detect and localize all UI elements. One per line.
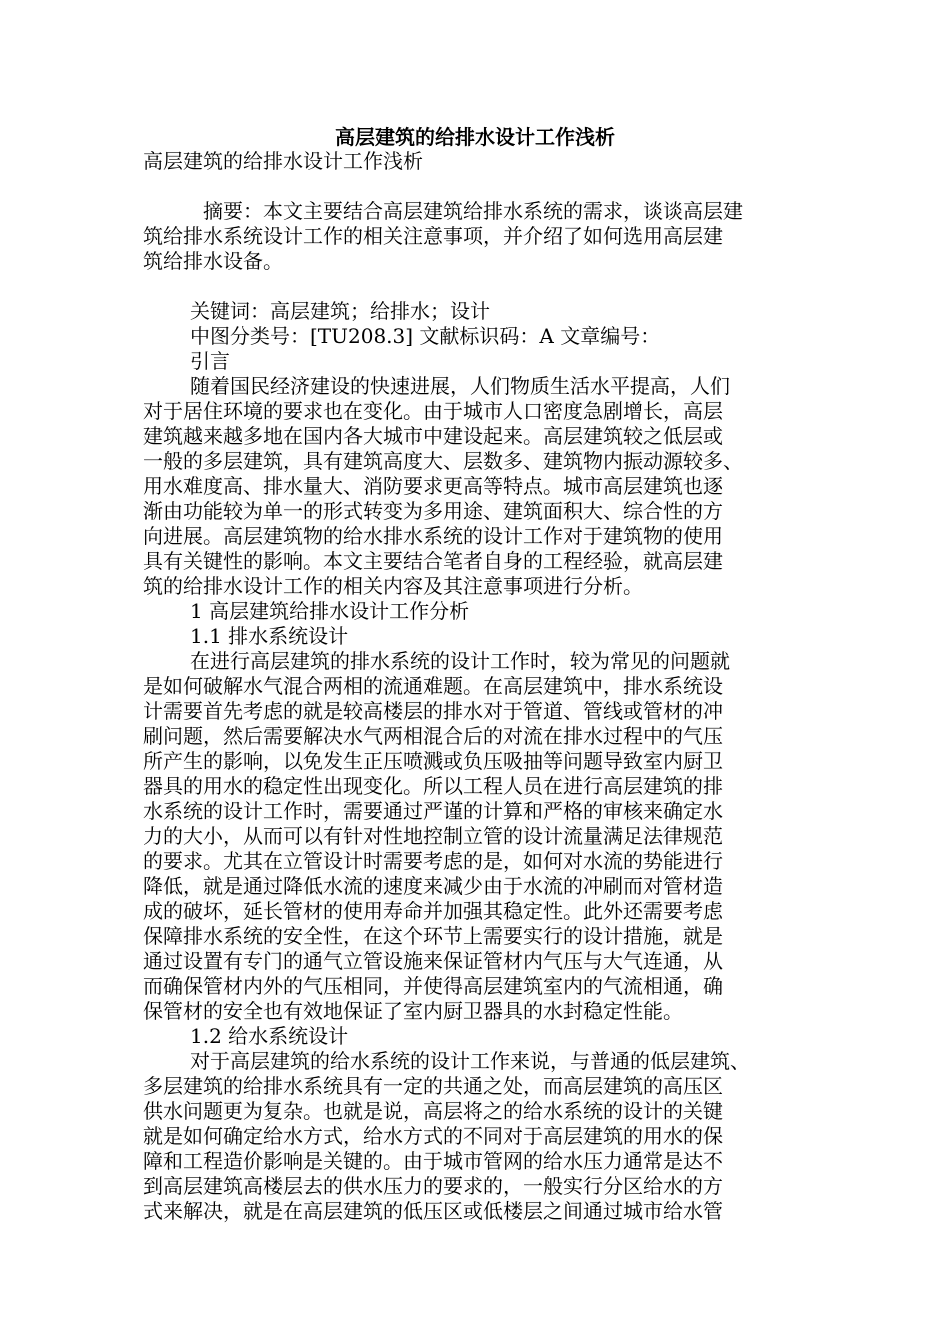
paragraph-line: 降低，就是通过降低水流的速度来减少由于水流的冲刷而对管材造	[143, 874, 723, 898]
abstract-line: 筑给排水设备。	[143, 249, 283, 273]
intro-paragraph	[143, 374, 807, 599]
classification: 中图分类号：[TU208.3] 文献标识码：A 文章编号：	[190, 324, 661, 348]
paragraph-line: 筑的给排水设计工作的相关内容及其注意事项进行分析。	[143, 574, 643, 598]
paragraph-line: 供水问题更为复杂。也就是说，高层将之的给水系统的设计的关键	[143, 1099, 723, 1123]
keywords: 关键词：高层建筑；给排水；设计	[190, 299, 490, 323]
paragraph-line: 多层建筑的给排水系统具有一定的共通之处，而高层建筑的高压区	[143, 1074, 723, 1098]
paragraph-line: 随着国民经济建设的快速进展，人们物质生活水平提高，人们	[190, 374, 730, 398]
document-title: 高层建筑的给排水设计工作浅析	[335, 125, 615, 149]
abstract-line: 摘要：本文主要结合高层建筑给排水系统的需求，谈谈高层建	[203, 199, 743, 223]
paragraph-line: 而确保管材内外的气压相同，并使得高层建筑室内的气流相通，确	[143, 974, 723, 998]
paragraph-line: 一般的多层建筑，具有建筑高度大、层数多、建筑物内振动源较多、	[143, 449, 743, 473]
paragraph-line: 建筑越来越多地在国内各大城市中建设起来。高层建筑较之低层或	[143, 424, 723, 448]
paragraph-line: 所产生的影响，以免发生正压喷溅或负压吸抽等问题导致室内厨卫	[143, 749, 723, 773]
subsection-heading: 1.2 给水系统设计	[190, 1024, 349, 1048]
drainage-paragraph	[143, 649, 807, 1024]
water-supply-paragraph	[143, 1049, 807, 1224]
paragraph-line: 器具的用水的稳定性出现变化。所以工程人员在进行高层建筑的排	[143, 774, 723, 798]
paragraph-line: 保管材的安全也有效地保证了室内厨卫器具的水封稳定性能。	[143, 999, 683, 1023]
paragraph-line: 力的大小，从而可以有针对性地控制立管的设计流量满足法律规范	[143, 824, 723, 848]
paragraph-line: 对于高层建筑的给水系统的设计工作来说，与普通的低层建筑、	[190, 1049, 750, 1073]
paragraph-line: 渐由功能较为单一的形式转变为多用途、建筑面积大、综合性的方	[143, 499, 723, 523]
paragraph-line: 具有关键性的影响。本文主要结合笔者自身的工程经验，就高层建	[143, 549, 723, 573]
abstract	[143, 199, 807, 274]
paragraph-line: 障和工程造价影响是关键的。由于城市管网的给水压力通常是达不	[143, 1149, 723, 1173]
document-subtitle: 高层建筑的给排水设计工作浅析	[143, 149, 423, 173]
blank-line	[143, 274, 807, 299]
paragraph-line: 用水难度高、排水量大、消防要求更高等特点。城市高层建筑也逐	[143, 474, 723, 498]
paragraph-line: 刷问题，然后需要解决水气两相混合后的对流在排水过程中的气压	[143, 724, 723, 748]
paragraph-line: 的要求。尤其在立管设计时需要考虑的是，如何对水流的势能进行	[143, 849, 723, 873]
paragraph-line: 保障排水系统的安全性，在这个环节上需要实行的设计措施，就是	[143, 924, 723, 948]
paragraph-line: 成的破坏，延长管材的使用寿命并加强其稳定性。此外还需要考虑	[143, 899, 723, 923]
paragraph-line: 是如何破解水气混合两相的流通难题。在高层建筑中，排水系统设	[143, 674, 723, 698]
abstract-line: 筑给排水系统设计工作的相关注意事项，并介绍了如何选用高层建	[143, 224, 723, 248]
paragraph-line: 就是如何确定给水方式，给水方式的不同对于高层建筑的用水的保	[143, 1124, 723, 1148]
document-body	[143, 149, 807, 1224]
intro-heading: 引言	[190, 349, 230, 373]
subsection-heading: 1.1 排水系统设计	[190, 624, 349, 648]
paragraph-line: 通过设置有专门的通气立管设施来保证管材内气压与大气连通，从	[143, 949, 723, 973]
section-heading: 1 高层建筑给排水设计工作分析	[190, 599, 470, 623]
paragraph-line: 对于居住环境的要求也在变化。由于城市人口密度急剧增长，高层	[143, 399, 723, 423]
paragraph-line: 向进展。高层建筑物的给水排水系统的设计工作对于建筑物的使用	[143, 524, 723, 548]
paragraph-line: 在进行高层建筑的排水系统的设计工作时，较为常见的问题就	[190, 649, 730, 673]
paragraph-line: 水系统的设计工作时，需要通过严谨的计算和严格的审核来确定水	[143, 799, 723, 823]
paragraph-line: 到高层建筑高楼层去的供水压力的要求的，一般实行分区给水的方	[143, 1174, 723, 1198]
paragraph-line: 式来解决，就是在高层建筑的低压区或低楼层之间通过城市给水管	[143, 1199, 723, 1223]
blank-line	[143, 174, 807, 199]
paragraph-line: 计需要首先考虑的就是较高楼层的排水对于管道、管线或管材的冲	[143, 699, 723, 723]
